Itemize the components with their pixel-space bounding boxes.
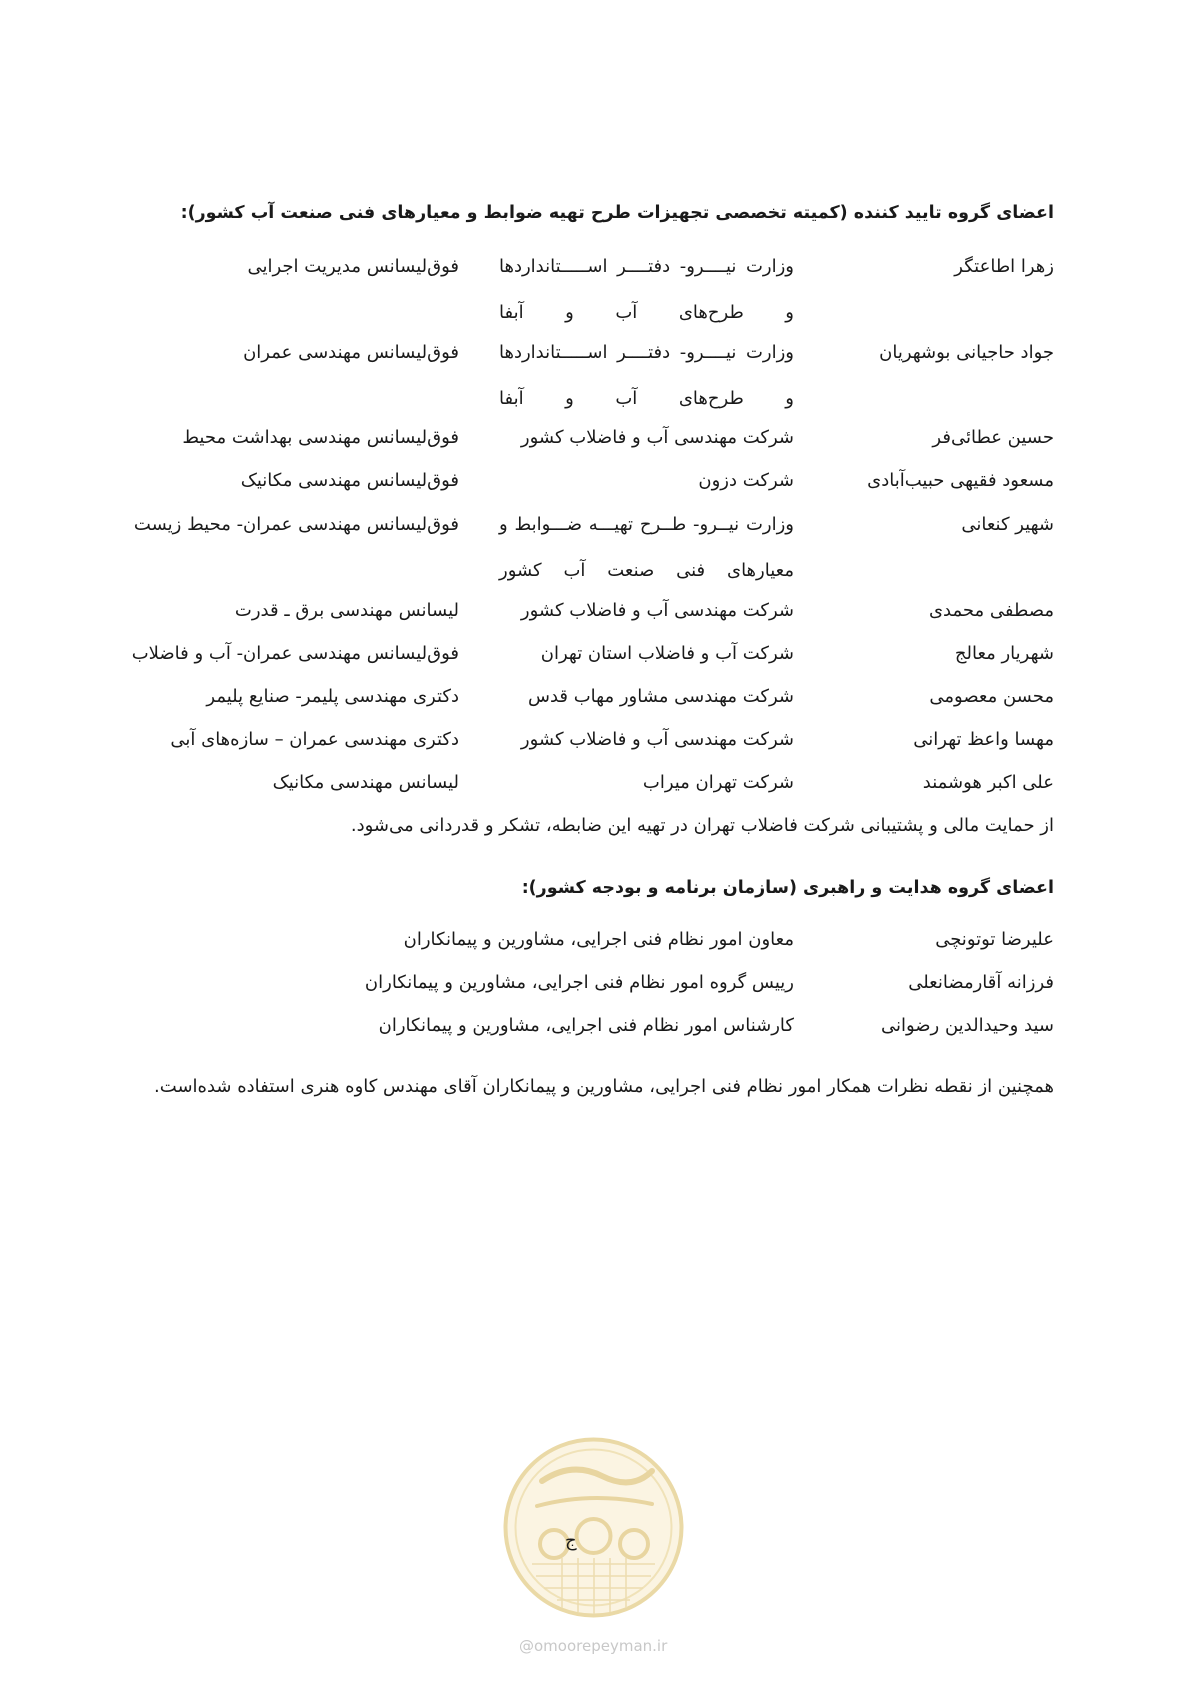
member-name: شهریار معالج bbox=[954, 643, 1054, 664]
member-org: شرکت مهندسی مشاور مهاب قدس bbox=[527, 686, 794, 707]
leader-row bbox=[124, 960, 1054, 1000]
member-row bbox=[124, 674, 1054, 714]
member-degree: فوق‌لیسانس مدیریت اجرایی bbox=[247, 256, 459, 277]
acknowledgement-text: از حمایت مالی و پشتیبانی شرکت فاضلاب تهران در تهیه این ضابطه، تشکر و قدردانی می‌شود. bbox=[350, 815, 1054, 836]
member-name: مصطفی محمدی bbox=[928, 600, 1054, 621]
member-row bbox=[124, 330, 1054, 409]
leader-name: سید وحیدالدین رضوانی bbox=[880, 1015, 1054, 1036]
member-name: حسین عطائی‌فر bbox=[932, 427, 1054, 448]
member-degree: لیسانس مهندسی برق ـ قدرت bbox=[234, 600, 459, 621]
member-degree: فوق‌لیسانس مهندسی بهداشت محیط bbox=[182, 427, 459, 448]
member-row bbox=[124, 588, 1054, 628]
member-degree: فوق‌لیسانس مهندسی مکانیک bbox=[240, 470, 459, 491]
member-row bbox=[124, 502, 1054, 581]
member-name: مسعود فقیهی حبیب‌آبادی bbox=[867, 470, 1054, 491]
member-org: شرکت آب و فاضلاب استان تهران bbox=[540, 643, 794, 664]
member-degree: فوق‌لیسانس مهندسی عمران bbox=[243, 342, 459, 363]
member-name: مهسا واعظ تهرانی bbox=[913, 729, 1054, 750]
leader-position: کارشناس امور نظام فنی اجرایی، مشاورین و پیمانکاران bbox=[378, 1015, 794, 1036]
member-org: وزارت نیــــرو- دفتــــر اســـــتانداردها و طرح‌های آب و آبفا bbox=[499, 256, 794, 323]
member-org: شرکت تهران میراب bbox=[642, 772, 794, 793]
member-org: شرکت مهندسی آب و فاضلاب کشور bbox=[520, 729, 794, 750]
leader-row bbox=[124, 1003, 1054, 1043]
member-degree: فوق‌لیسانس مهندسی عمران- آب و فاضلاب bbox=[131, 643, 459, 664]
member-row bbox=[124, 631, 1054, 671]
member-org: شرکت مهندسی آب و فاضلاب کشور bbox=[520, 427, 794, 448]
member-row bbox=[124, 760, 1054, 800]
section1-heading: اعضای گروه تایید کننده (کمیته تخصصی تجهیزات طرح تهیه ضوابط و معیارهای فنی صنعت آب کشور): bbox=[180, 203, 1054, 223]
member-name: محسن معصومی bbox=[929, 686, 1054, 707]
member-org: شرکت دزون bbox=[698, 470, 794, 491]
member-degree: لیسانس مهندسی مکانیک bbox=[272, 772, 459, 793]
member-name: علی اکبر هوشمند bbox=[922, 772, 1054, 793]
page-number: ج bbox=[565, 1530, 577, 1551]
member-org: وزارت نیــــرو- دفتــــر اســـــتانداردها و طرح‌های آب و آبفا bbox=[499, 342, 794, 409]
member-org: وزارت نیــرو- طــرح تهیـــه ضـــوابط و معیارهای فنی صنعت آب کشور bbox=[499, 514, 794, 581]
omoore-peyman-seal-logo bbox=[502, 1436, 685, 1619]
leader-name: علیرضا توتونچی bbox=[935, 929, 1054, 950]
member-name: زهرا اطاعتگر bbox=[954, 256, 1054, 277]
member-name: جواد حاجیانی بوشهریان bbox=[879, 342, 1054, 363]
member-row bbox=[124, 458, 1054, 498]
member-org: شرکت مهندسی آب و فاضلاب کشور bbox=[520, 600, 794, 621]
leader-position: معاون امور نظام فنی اجرایی، مشاورین و پیمانکاران bbox=[403, 929, 794, 950]
member-degree: فوق‌لیسانس مهندسی عمران- محیط زیست bbox=[133, 514, 459, 535]
member-degree: دکتری مهندسی عمران – سازه‌های آبی bbox=[170, 729, 459, 750]
leader-position: رییس گروه امور نظام فنی اجرایی، مشاورین و پیمانکاران bbox=[364, 972, 794, 993]
section2-heading: اعضای گروه هدایت و راهبری (سازمان برنامه و بودجه کشور): bbox=[521, 878, 1054, 898]
leader-row bbox=[124, 917, 1054, 957]
watermark-url: @omoorepeyman.ir bbox=[519, 1637, 668, 1655]
member-name: شهیر کنعانی bbox=[961, 514, 1054, 535]
closing-paragraph: همچنین از نقطه نظرات همکار امور نظام فنی اجرایی، مشاورین و پیمانکاران آقای مهندس کاوه هنری استفاده شده‌است. bbox=[154, 1076, 1054, 1097]
member-row bbox=[124, 415, 1054, 455]
leader-name: فرزانه آقارمضانعلی bbox=[908, 972, 1054, 993]
member-row bbox=[124, 717, 1054, 757]
member-degree: دکتری مهندسی پلیمر- صنایع پلیمر bbox=[206, 686, 459, 707]
member-row bbox=[124, 244, 1054, 323]
